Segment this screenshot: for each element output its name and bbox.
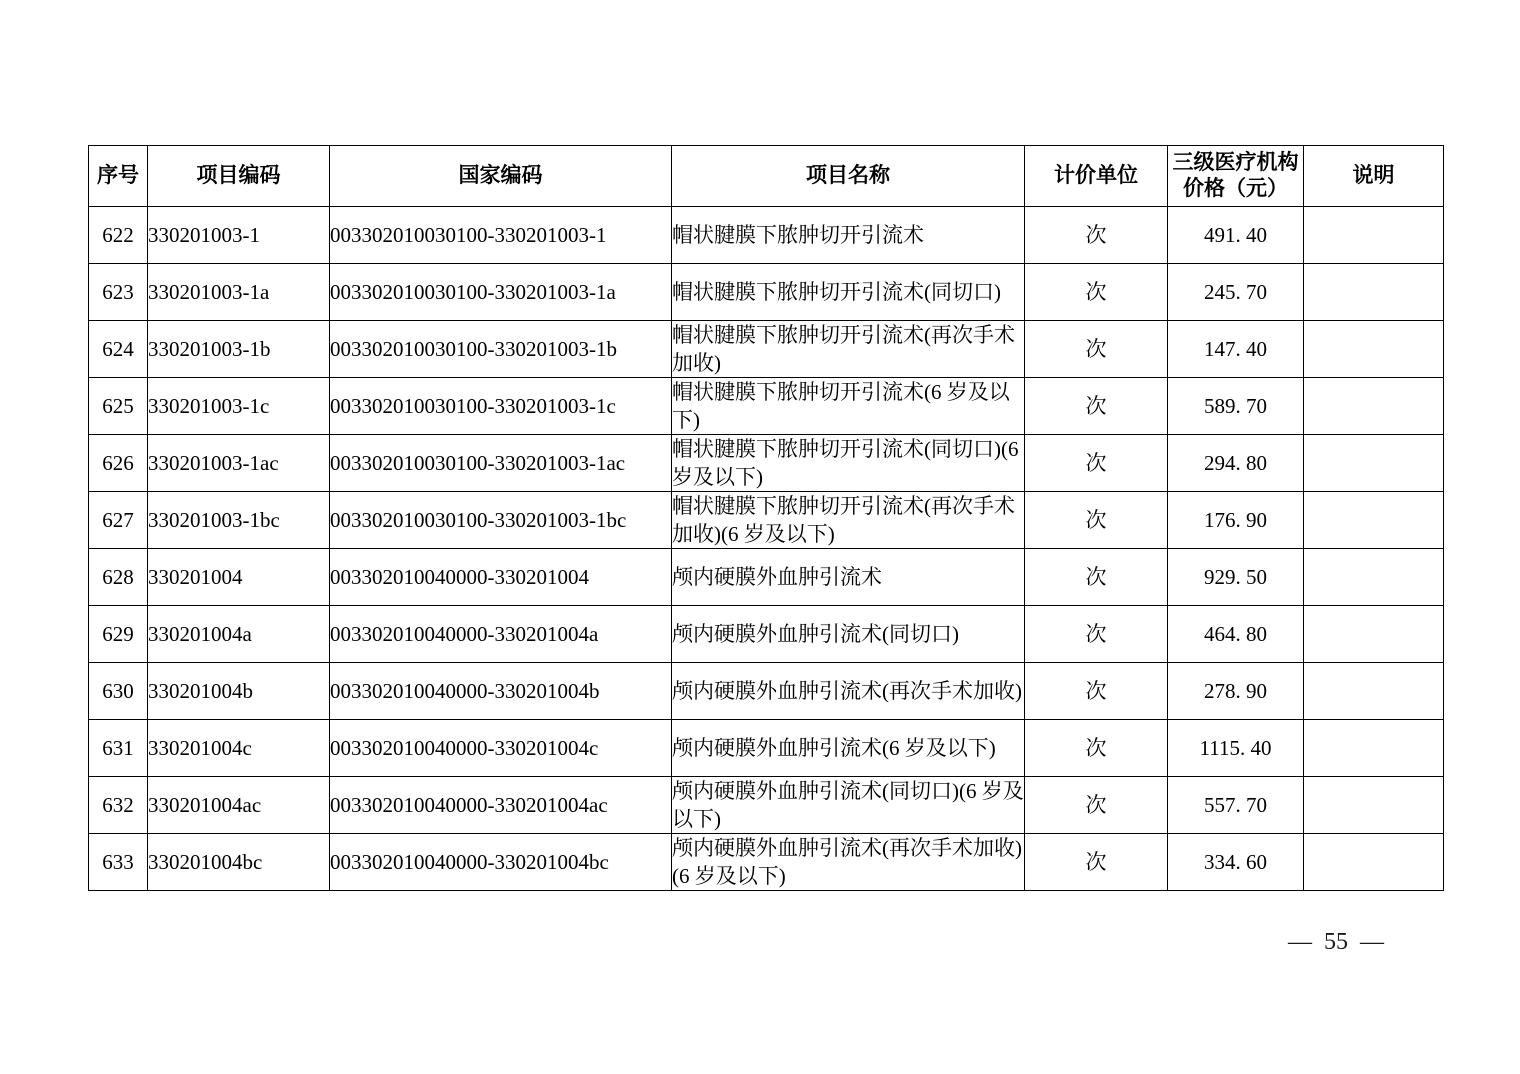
cell-price: 464. 80 xyxy=(1168,606,1304,663)
header-item-name: 项目名称 xyxy=(672,146,1025,207)
cell-item-code: 330201004ac xyxy=(148,777,330,834)
cell-unit: 次 xyxy=(1025,492,1168,549)
cell-item-code: 330201003-1bc xyxy=(148,492,330,549)
cell-item-code: 330201003-1ac xyxy=(148,435,330,492)
cell-item-code: 330201003-1 xyxy=(148,207,330,264)
cell-note xyxy=(1304,264,1444,321)
table-row xyxy=(89,720,1444,777)
header-price-line1: 三级医疗机构 xyxy=(1172,151,1299,174)
cell-price: 589. 70 xyxy=(1168,378,1304,435)
cell-price: 147. 40 xyxy=(1168,321,1304,378)
header-price xyxy=(1168,146,1304,207)
cell-item-code: 330201003-1b xyxy=(148,321,330,378)
cell-item-name: 颅内硬膜外血肿引流术(再次手术加收)(6 岁及以下) xyxy=(672,834,1025,891)
cell-serial: 629 xyxy=(89,606,148,663)
cell-price: 557. 70 xyxy=(1168,777,1304,834)
cell-national-code: 003302010040000-330201004b xyxy=(330,663,672,720)
cell-national-code: 003302010040000-330201004ac xyxy=(330,777,672,834)
page-number: — 55 — xyxy=(1288,929,1384,955)
table-row xyxy=(89,264,1444,321)
header-national-code: 国家编码 xyxy=(330,146,672,207)
table-header-row xyxy=(89,146,1444,207)
cell-national-code: 003302010030100-330201003-1 xyxy=(330,207,672,264)
cell-price: 929. 50 xyxy=(1168,549,1304,606)
cell-serial: 630 xyxy=(89,663,148,720)
cell-note xyxy=(1304,492,1444,549)
cell-note xyxy=(1304,435,1444,492)
cell-note xyxy=(1304,720,1444,777)
cell-unit: 次 xyxy=(1025,264,1168,321)
cell-national-code: 003302010030100-330201003-1b xyxy=(330,321,672,378)
cell-unit: 次 xyxy=(1025,435,1168,492)
cell-serial: 632 xyxy=(89,777,148,834)
cell-price: 294. 80 xyxy=(1168,435,1304,492)
cell-item-code: 330201003-1a xyxy=(148,264,330,321)
cell-unit: 次 xyxy=(1025,834,1168,891)
table-row xyxy=(89,663,1444,720)
header-price-line2: 价格（元） xyxy=(1183,177,1288,200)
cell-item-code: 330201004 xyxy=(148,549,330,606)
table-row xyxy=(89,435,1444,492)
cell-note xyxy=(1304,777,1444,834)
cell-national-code: 003302010040000-330201004c xyxy=(330,720,672,777)
cell-national-code: 003302010040000-330201004 xyxy=(330,549,672,606)
cell-serial: 626 xyxy=(89,435,148,492)
cell-unit: 次 xyxy=(1025,663,1168,720)
cell-unit: 次 xyxy=(1025,549,1168,606)
cell-price: 278. 90 xyxy=(1168,663,1304,720)
cell-unit: 次 xyxy=(1025,720,1168,777)
cell-price: 245. 70 xyxy=(1168,264,1304,321)
cell-item-code: 330201004bc xyxy=(148,834,330,891)
cell-unit: 次 xyxy=(1025,321,1168,378)
cell-note xyxy=(1304,834,1444,891)
cell-national-code: 003302010030100-330201003-1a xyxy=(330,264,672,321)
cell-price: 491. 40 xyxy=(1168,207,1304,264)
cell-national-code: 003302010030100-330201003-1bc xyxy=(330,492,672,549)
cell-item-name: 帽状腱膜下脓肿切开引流术(同切口) xyxy=(672,264,1025,321)
cell-item-name: 颅内硬膜外血肿引流术(同切口) xyxy=(672,606,1025,663)
header-unit: 计价单位 xyxy=(1025,146,1168,207)
cell-item-code: 330201004b xyxy=(148,663,330,720)
cell-item-name: 颅内硬膜外血肿引流术 xyxy=(672,549,1025,606)
cell-item-code: 330201004a xyxy=(148,606,330,663)
table-row xyxy=(89,834,1444,891)
cell-note xyxy=(1304,663,1444,720)
cell-item-name: 帽状腱膜下脓肿切开引流术(再次手术加收) xyxy=(672,321,1025,378)
cell-note xyxy=(1304,549,1444,606)
table-row xyxy=(89,207,1444,264)
cell-serial: 624 xyxy=(89,321,148,378)
cell-serial: 631 xyxy=(89,720,148,777)
cell-note xyxy=(1304,207,1444,264)
cell-item-name: 帽状腱膜下脓肿切开引流术(6 岁及以下) xyxy=(672,378,1025,435)
table-row xyxy=(89,378,1444,435)
header-serial: 序号 xyxy=(89,146,148,207)
cell-item-name: 帽状腱膜下脓肿切开引流术(再次手术加收)(6 岁及以下) xyxy=(672,492,1025,549)
cell-serial: 622 xyxy=(89,207,148,264)
cell-note xyxy=(1304,606,1444,663)
cell-item-code: 330201004c xyxy=(148,720,330,777)
cell-serial: 628 xyxy=(89,549,148,606)
table-row xyxy=(89,321,1444,378)
cell-item-code: 330201003-1c xyxy=(148,378,330,435)
cell-national-code: 003302010040000-330201004bc xyxy=(330,834,672,891)
cell-price: 334. 60 xyxy=(1168,834,1304,891)
cell-item-name: 颅内硬膜外血肿引流术(再次手术加收) xyxy=(672,663,1025,720)
cell-price: 1115. 40 xyxy=(1168,720,1304,777)
cell-item-name: 颅内硬膜外血肿引流术(同切口)(6 岁及以下) xyxy=(672,777,1025,834)
cell-unit: 次 xyxy=(1025,207,1168,264)
table-row xyxy=(89,549,1444,606)
medical-price-table xyxy=(88,145,1444,891)
header-note: 说明 xyxy=(1304,146,1444,207)
cell-unit: 次 xyxy=(1025,606,1168,663)
table-row xyxy=(89,492,1444,549)
cell-item-name: 颅内硬膜外血肿引流术(6 岁及以下) xyxy=(672,720,1025,777)
table-row xyxy=(89,777,1444,834)
cell-item-name: 帽状腱膜下脓肿切开引流术(同切口)(6 岁及以下) xyxy=(672,435,1025,492)
cell-national-code: 003302010040000-330201004a xyxy=(330,606,672,663)
header-item-code: 项目编码 xyxy=(148,146,330,207)
cell-serial: 633 xyxy=(89,834,148,891)
cell-unit: 次 xyxy=(1025,777,1168,834)
cell-note xyxy=(1304,378,1444,435)
cell-serial: 623 xyxy=(89,264,148,321)
cell-serial: 627 xyxy=(89,492,148,549)
cell-price: 176. 90 xyxy=(1168,492,1304,549)
cell-serial: 625 xyxy=(89,378,148,435)
cell-national-code: 003302010030100-330201003-1ac xyxy=(330,435,672,492)
cell-national-code: 003302010030100-330201003-1c xyxy=(330,378,672,435)
cell-item-name: 帽状腱膜下脓肿切开引流术 xyxy=(672,207,1025,264)
table-body xyxy=(89,207,1444,891)
cell-note xyxy=(1304,321,1444,378)
cell-unit: 次 xyxy=(1025,378,1168,435)
table-row xyxy=(89,606,1444,663)
